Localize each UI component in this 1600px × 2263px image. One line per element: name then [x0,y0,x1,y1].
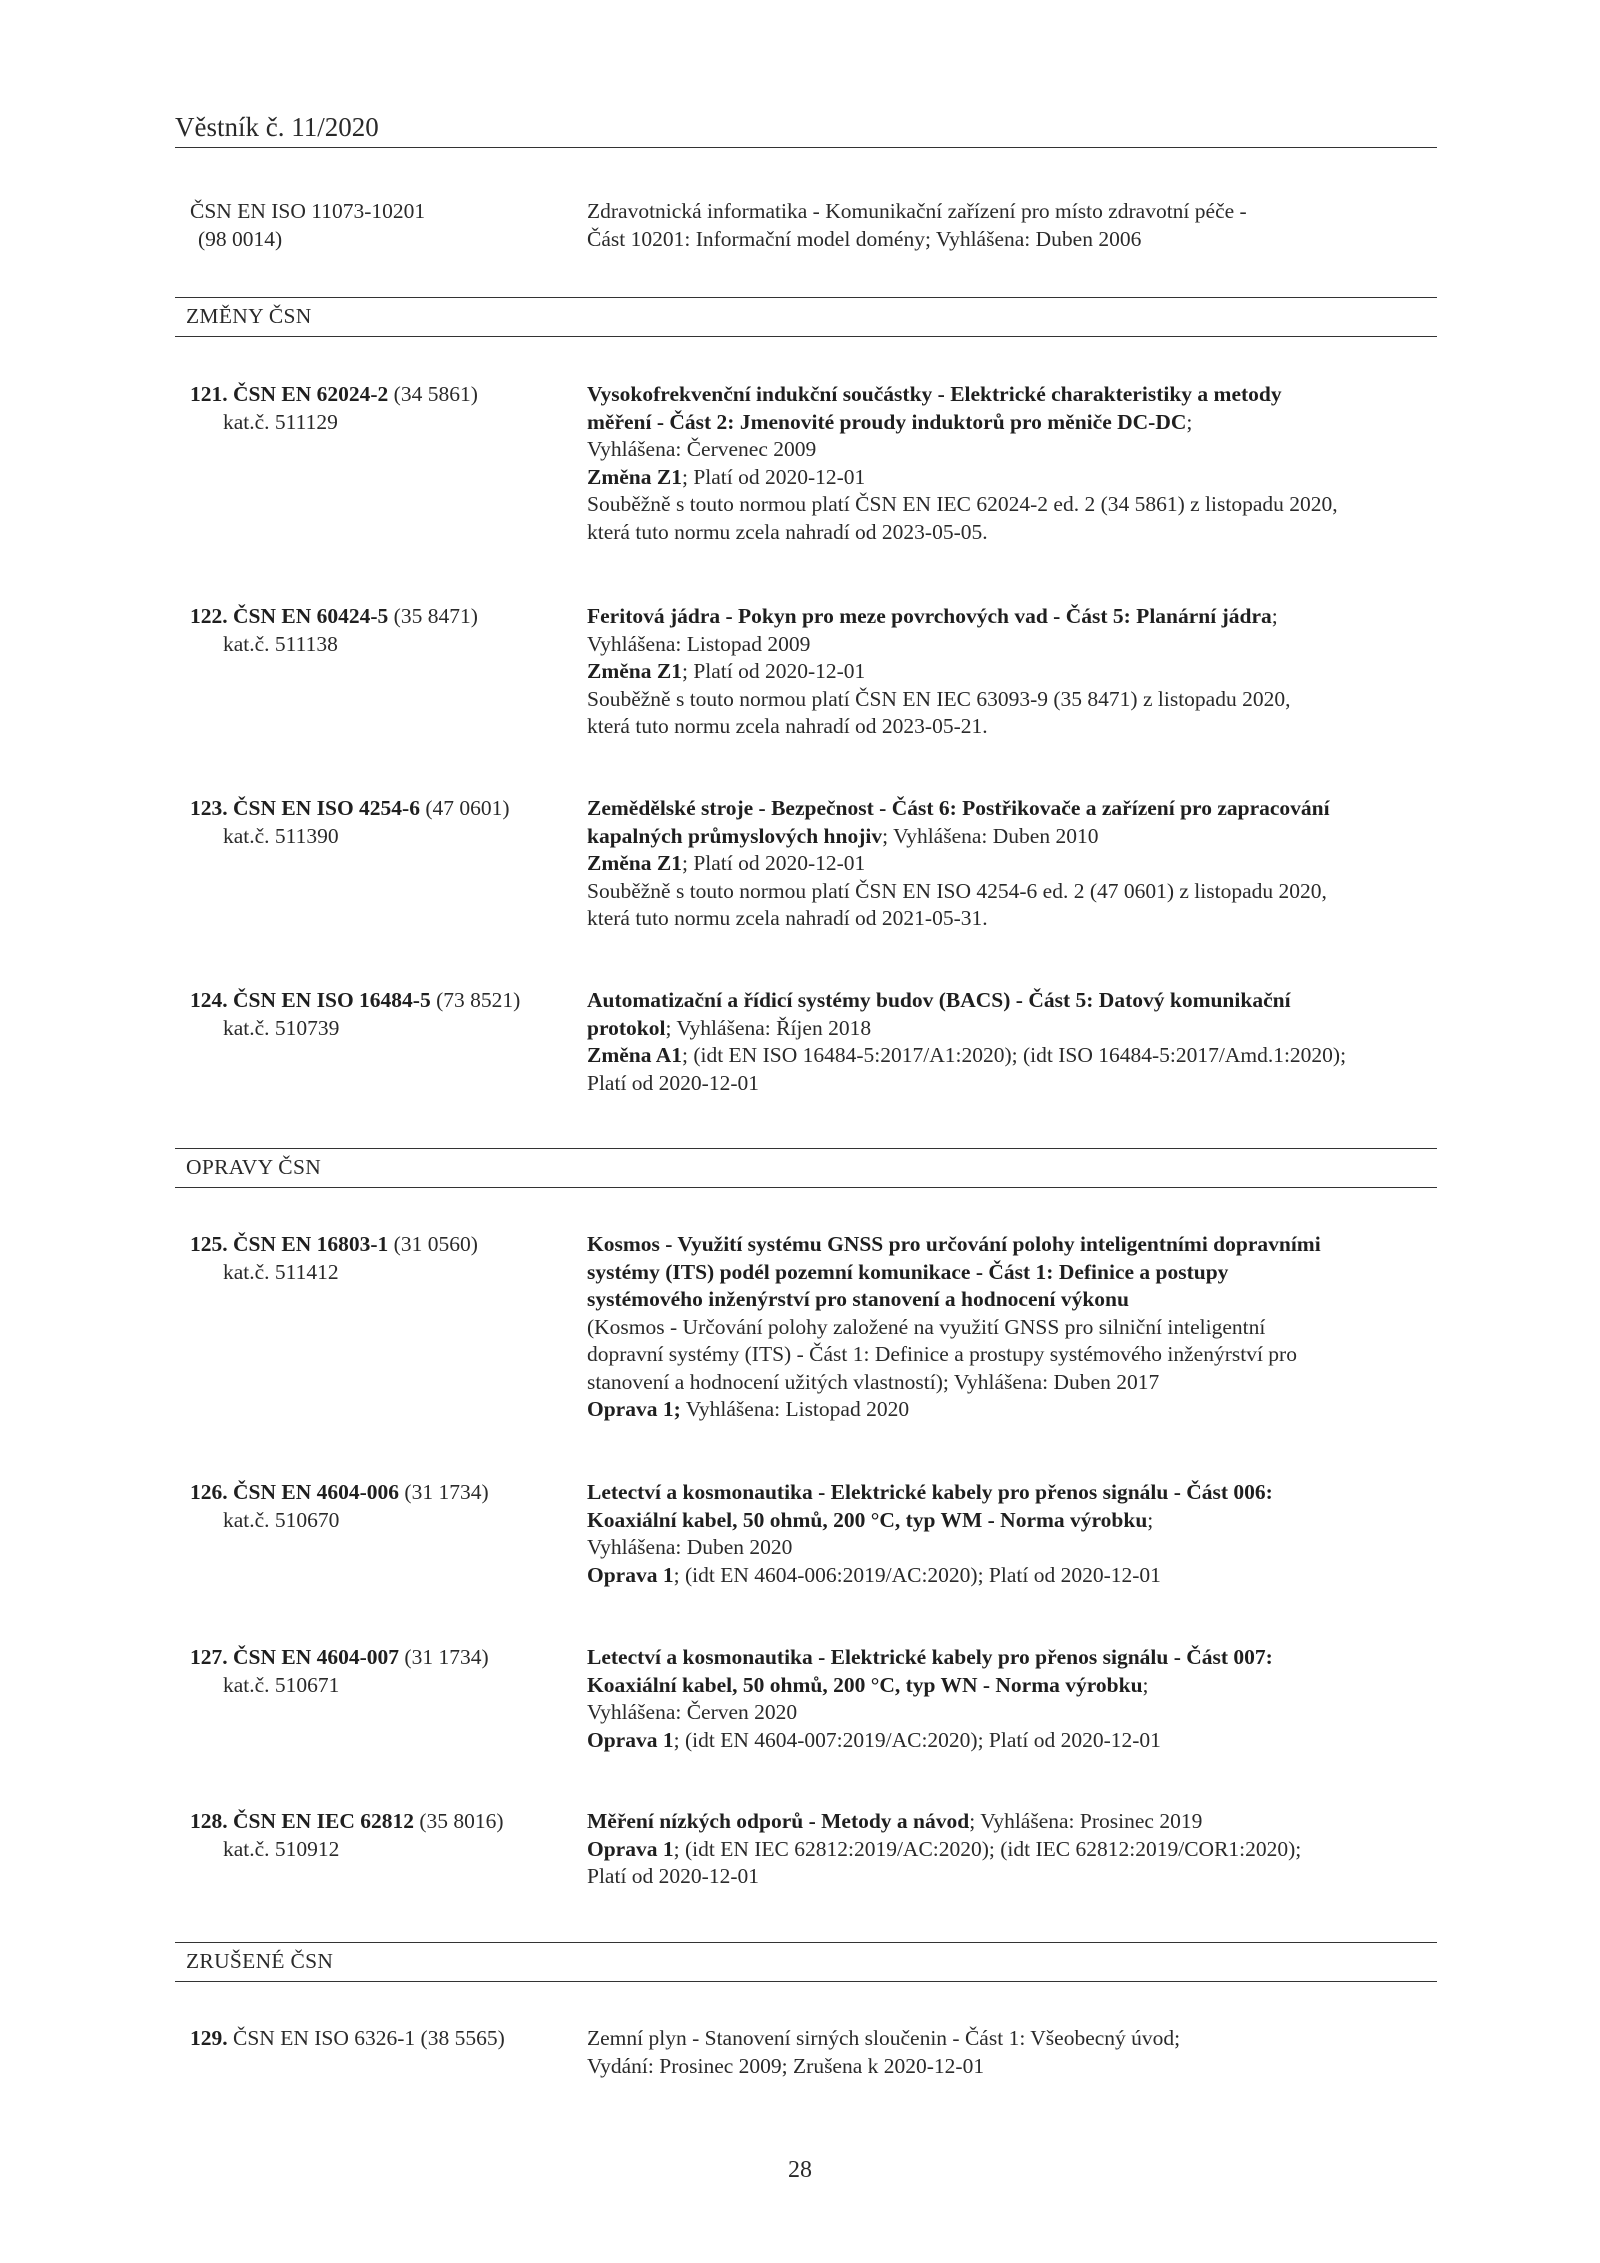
entry-number: 129. [190,2026,228,2050]
standard-code: (47 0601) [425,796,510,820]
replacement-note: která tuto normu zcela nahradí od 2023-05-05. [587,519,988,544]
catalog-number: kat.č. 510739 [223,1015,340,1040]
replacement-note: Souběžně s touto normou platí ČSN EN IEC 62024-2 ed. 2 (34 5861) z listopadu 2020, [587,492,1338,516]
entry-description [587,2025,1442,2080]
standard-title: systémového inženýrství pro stanovení a hodnocení výkonu [587,1287,1129,1311]
entry-id [190,198,570,253]
entry-description [587,1231,1442,1424]
withdrawal-note: Vydání: Prosinec 2009; Zrušena k 2020-12-01 [587,2053,985,2078]
entry-number: 124. [190,988,228,1012]
section-rule [175,1187,1437,1188]
section-rule [175,336,1437,337]
entry-id [190,1479,570,1534]
announcement-date: ; Vyhlášena: Duben 2010 [882,823,1099,848]
entry-description [587,987,1442,1097]
correction-label: Oprava 1; [587,1397,681,1421]
entry-number: 128. [190,1809,228,1833]
announcement-date: Vyhlášena: Duben 2020 [587,1535,793,1559]
standard-title: Automatizační a řídicí systémy budov (BACS) - Část 5: Datový komunikační [587,988,1291,1012]
catalog-number: kat.č. 510671 [223,1672,340,1697]
alternate-title: dopravní systémy (ITS) - Část 1: Definice a prostupy systémového inženýrství pro [587,1342,1297,1366]
page-number: 28 [788,2157,812,2183]
punctuation: ; [1186,409,1193,434]
entry-id [190,1231,570,1286]
standard-code: (31 1734) [404,1645,489,1669]
entry-description [587,1479,1442,1589]
journal-header: Věstník č. 11/2020 [175,112,379,142]
standard-id: ČSN EN ISO 11073-10201 [190,199,426,223]
standard-title: Koaxiální kabel, 50 ohmů, 200 °C, typ WM - Norma výrobku [587,1507,1148,1532]
standard-title: měření - Část 2: Jmenovité proudy induktorů pro měniče DC-DC [587,409,1187,434]
standard-title: Zemní plyn - Stanovení sirných sloučenin - Část 1: Všeobecný úvod; [587,2026,1181,2050]
amendment-label: Změna Z1 [587,851,682,875]
announcement-date: Vyhlášena: Listopad 2009 [587,631,811,656]
announcement-date: ; Vyhlášena: Říjen 2018 [665,1015,872,1040]
amendment-label: Změna Z1 [587,464,682,489]
amendment-validity: Platí od 2020-12-01 [587,1070,759,1095]
section-title: ZMĚNY ČSN [186,304,312,328]
entry-id [190,1644,570,1699]
standard-id: ČSN EN ISO 6326-1 (38 5565) [233,2026,505,2050]
correction-label: Oprava 1 [587,1562,674,1587]
section-title: ZRUŠENÉ ČSN [186,1949,334,1973]
standard-id: ČSN EN 60424-5 [233,604,389,628]
punctuation: ; [1147,1507,1154,1532]
correction-reference: ; (idt EN 4604-006:2019/AC:2020); Platí od 2020-12-01 [673,1562,1161,1587]
catalog-number: kat.č. 511129 [223,409,338,434]
announcement-date: Vyhlášena: Červen 2020 [587,1700,798,1724]
replacement-note: která tuto normu zcela nahradí od 2021-05-31. [587,906,988,930]
entry-number: 127. [190,1645,228,1669]
punctuation: ; [1271,604,1278,628]
description-line: Zdravotnická informatika - Komunikační zařízení pro místo zdravotní péče - [587,199,1247,223]
standard-code: (31 1734) [404,1480,489,1504]
catalog-number: kat.č. 511412 [223,1259,339,1284]
entry-description [587,198,1442,253]
standard-title: Letectví a kosmonautika - Elektrické kabely pro přenos signálu - Část 006: [587,1480,1273,1504]
punctuation: ; [1142,1672,1149,1697]
announcement-date: Vyhlášena: Listopad 2020 [680,1397,910,1421]
standard-title: Vysokofrekvenční indukční součástky - Elektrické charakteristiky a metody [587,382,1282,406]
amendment-label: Změna Z1 [587,659,682,683]
alternate-title: (Kosmos - Určování polohy založené na využití GNSS pro silniční inteligentní [587,1314,1266,1339]
standard-id: ČSN EN ISO 4254-6 [233,796,420,820]
standard-code: (35 8016) [419,1809,504,1833]
header-rule [175,147,1437,148]
standard-title: protokol [587,1015,666,1040]
standard-title: Měření nízkých odporů - Metody a návod [587,1809,970,1833]
replacement-note: Souběžně s touto normou platí ČSN EN IEC 63093-9 (35 8471) z listopadu 2020, [587,686,1291,711]
standard-title: systémy (ITS) podél pozemní komunikace - Část 1: Definice a postupy [587,1259,1229,1284]
standard-id: ČSN EN 16803-1 [233,1232,389,1256]
replacement-note: Souběžně s touto normou platí ČSN EN ISO 4254-6 ed. 2 (47 0601) z listopadu 2020, [587,878,1327,903]
standard-title: Kosmos - Využití systému GNSS pro určování polohy inteligentními dopravními [587,1232,1321,1256]
entry-id [190,795,570,850]
amendment-validity: ; Platí od 2020-12-01 [681,659,866,683]
standard-id: ČSN EN 4604-007 [233,1645,400,1669]
entry-description [587,795,1442,933]
entry-number: 123. [190,796,228,820]
standard-title: Feritová jádra - Pokyn pro meze povrchových vad - Část 5: Planární jádra [587,604,1272,628]
amendment-reference: ; (idt EN ISO 16484-5:2017/A1:2020); (idt ISO 16484-5:2017/Amd.1:2020); [681,1043,1347,1067]
entry-description [587,603,1442,741]
standard-title: kapalných průmyslových hnojiv [587,823,883,848]
entry-description [587,1644,1442,1754]
entry-id [190,603,570,658]
correction-label: Oprava 1 [587,1727,674,1752]
entry-id [190,987,570,1042]
section-heading-zmeny [175,298,1437,335]
standard-title: Zemědělské stroje - Bezpečnost - Část 6: Postřikovače a zařízení pro zapracování [587,796,1330,820]
announcement-date: ; Vyhlášena: Prosinec 2019 [969,1809,1203,1833]
standard-id: ČSN EN 62024-2 [233,382,389,406]
announcement-date: Vyhlášena: Červenec 2009 [587,437,817,461]
section-heading-zrusene [175,1943,1437,1980]
entry-description [587,1808,1442,1891]
entry-id [190,381,570,436]
entry-number: 121. [190,382,228,406]
entry-number: 125. [190,1232,228,1256]
catalog-number: kat.č. 510670 [223,1507,340,1532]
section-title: OPRAVY ČSN [186,1155,322,1179]
standard-code: (34 5861) [393,382,478,406]
entry-id [190,1808,570,1863]
description-line: Část 10201: Informační model domény; Vyhlášena: Duben 2006 [587,226,1142,251]
amendment-validity: ; Platí od 2020-12-01 [681,464,866,489]
section-heading-opravy [175,1149,1437,1186]
correction-reference: ; (idt EN 4604-007:2019/AC:2020); Platí od 2020-12-01 [673,1727,1161,1752]
entry-id [190,2025,570,2053]
section-rule [175,1981,1437,1982]
standard-id: ČSN EN ISO 16484-5 [233,988,431,1012]
standard-title: Letectví a kosmonautika - Elektrické kabely pro přenos signálu - Část 007: [587,1645,1273,1669]
catalog-number: kat.č. 511390 [223,823,339,848]
standard-title: Koaxiální kabel, 50 ohmů, 200 °C, typ WN - Norma výrobku [587,1672,1143,1697]
catalog-number: kat.č. 511138 [223,631,338,656]
replacement-note: která tuto normu zcela nahradí od 2023-05-21. [587,714,988,738]
correction-reference: ; (idt EN IEC 62812:2019/AC:2020); (idt IEC 62812:2019/COR1:2020); [673,1836,1302,1861]
amendment-label: Změna A1 [587,1043,682,1067]
standard-code: (31 0560) [393,1232,478,1256]
correction-validity: Platí od 2020-12-01 [587,1864,759,1888]
standard-code: (35 8471) [393,604,478,628]
entry-description [587,381,1442,546]
correction-label: Oprava 1 [587,1836,674,1861]
standard-id: ČSN EN IEC 62812 [233,1809,414,1833]
standard-code: (73 8521) [436,988,521,1012]
standard-code: (98 0014) [198,226,283,251]
entry-number: 122. [190,604,228,628]
entry-number: 126. [190,1480,228,1504]
alternate-title: stanovení a hodnocení užitých vlastností); Vyhlášena: Duben 2017 [587,1369,1160,1394]
catalog-number: kat.č. 510912 [223,1836,340,1861]
standard-id: ČSN EN 4604-006 [233,1480,400,1504]
amendment-validity: ; Platí od 2020-12-01 [681,851,866,875]
